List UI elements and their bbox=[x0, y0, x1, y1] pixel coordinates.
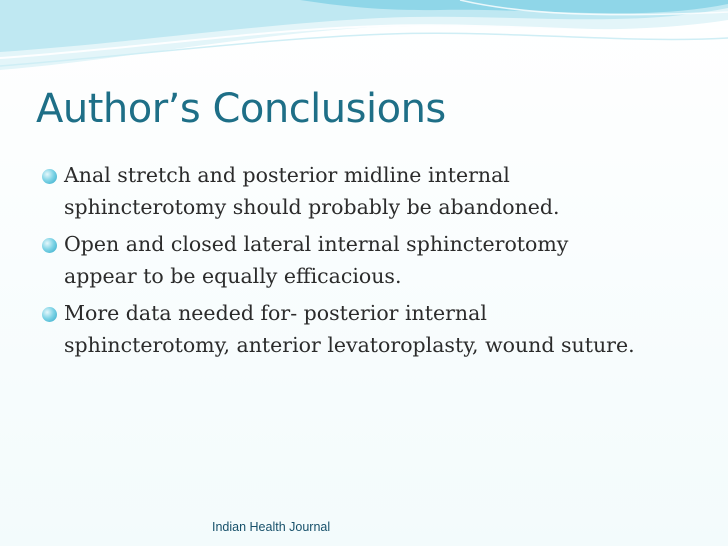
bullet-list bbox=[38, 159, 638, 366]
bullet-text: More data needed for- posterior internal sphincterotomy, anterior levatoroplasty, wound suture. bbox=[64, 301, 635, 357]
slide-title: Author’s Conclusions bbox=[36, 86, 446, 132]
bullet-icon bbox=[42, 307, 57, 322]
footer-source: Indian Health Journal bbox=[212, 520, 331, 534]
header-wave-decoration bbox=[0, 0, 728, 90]
bullet-icon bbox=[42, 169, 57, 184]
bullet-item bbox=[38, 228, 638, 292]
bullet-item bbox=[38, 297, 638, 361]
bullet-text: Open and closed lateral internal sphincterotomy appear to be equally efficacious. bbox=[64, 232, 569, 288]
bullet-icon bbox=[42, 238, 57, 253]
bullet-text: Anal stretch and posterior midline internal sphincterotomy should probably be abandoned. bbox=[64, 163, 560, 219]
bullet-item bbox=[38, 159, 638, 223]
